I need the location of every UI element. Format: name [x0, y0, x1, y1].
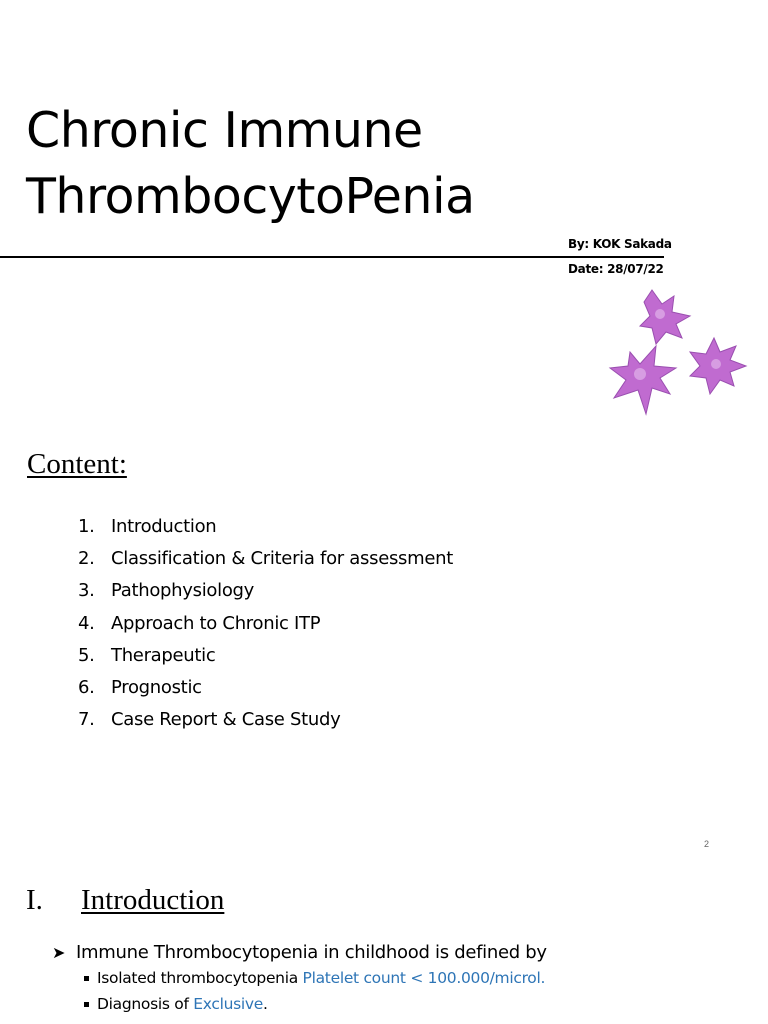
section-numeral: I.: [26, 884, 43, 916]
author-line: By: KOK Sakada: [568, 237, 672, 251]
date-line: Date: 28/07/22: [568, 262, 664, 276]
list-item-label: Prognostic: [111, 676, 202, 698]
list-item: [78, 641, 453, 673]
list-item-number: 2.: [78, 548, 95, 570]
list-item-label: Therapeutic: [111, 644, 216, 666]
sub-bullet-text: Isolated thrombocytopenia: [97, 969, 298, 987]
main-bullet-text: Immune Thrombocytopenia in childhood is defined by: [76, 942, 547, 963]
list-item-label: Introduction: [111, 516, 217, 537]
square-bullet-icon: [84, 976, 89, 981]
list-item-label: Case Report & Case Study: [111, 709, 341, 731]
list-item-number: 3.: [78, 580, 95, 602]
list-item: [78, 512, 453, 544]
sub-bullet-highlight: Exclusive: [188, 995, 263, 1013]
sub-bullet-text: Diagnosis of: [97, 995, 189, 1013]
list-item: [78, 576, 453, 608]
list-item-label: Classification & Criteria for assessment: [111, 548, 453, 570]
arrow-bullet-icon: ➤: [52, 943, 66, 962]
list-item-number: 5.: [78, 644, 95, 666]
square-bullet-icon: [84, 1002, 89, 1007]
list-item: [78, 705, 453, 737]
sub-bullet: [84, 995, 268, 1013]
main-bullet: [52, 942, 547, 963]
sub-bullet: [84, 969, 545, 987]
content-list: [78, 512, 453, 737]
intro-heading: [26, 884, 224, 917]
sub-bullet-highlight: Platelet count < 100.000/microl.: [297, 969, 546, 987]
list-item: [78, 673, 453, 705]
title-line-1: Chronic Immune: [26, 102, 423, 159]
page-number: 2: [704, 839, 710, 849]
list-item-number: 4.: [78, 612, 95, 634]
list-item-label: Approach to Chronic ITP: [111, 612, 321, 634]
sub-bullet-suffix: .: [263, 995, 268, 1013]
list-item-label: Pathophysiology: [111, 580, 255, 602]
list-item: [78, 609, 453, 641]
list-item-number: 6.: [78, 676, 95, 698]
list-item-number: 1.: [78, 516, 95, 537]
section-title: Introduction: [81, 884, 225, 916]
title-line-2: ThrombocytoPenia: [26, 168, 475, 225]
list-item-number: 7.: [78, 709, 95, 731]
list-item: [78, 544, 453, 576]
content-heading: Content:: [27, 448, 127, 480]
